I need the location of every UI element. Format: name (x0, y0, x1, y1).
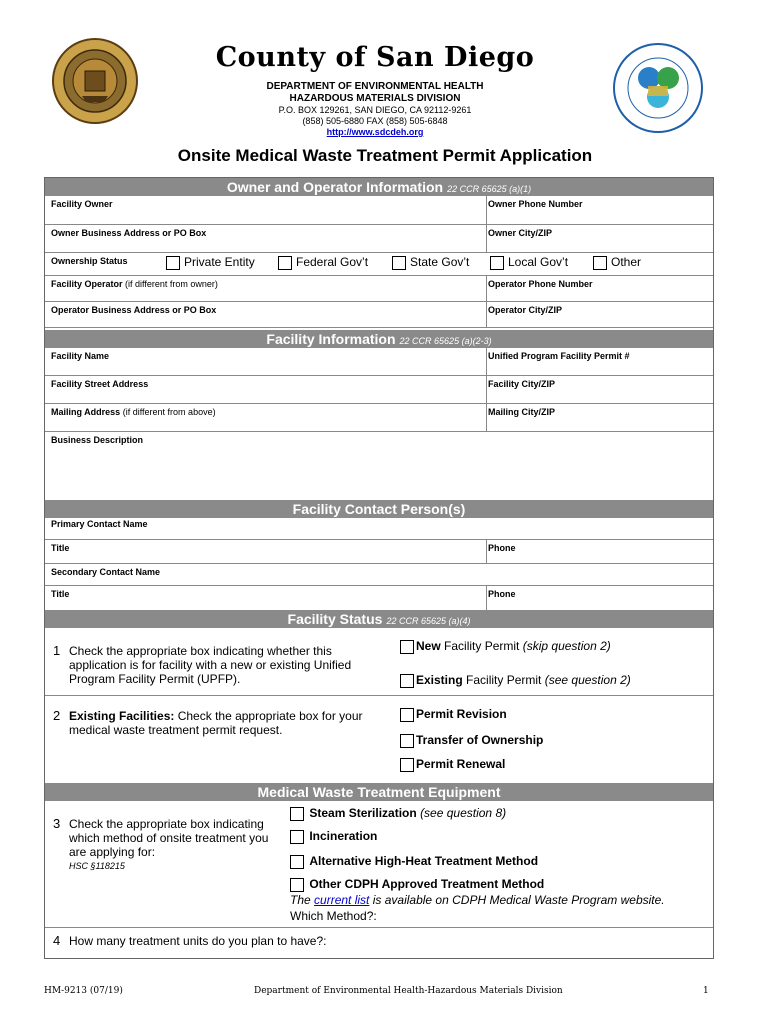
question-1: 1 Check the appropriate box indicating whether this application is for facility with a new or existing Unified Program Facility Permit (UPFP). (53, 643, 352, 686)
checkbox-icon[interactable] (400, 734, 414, 748)
divider (45, 695, 713, 696)
primary-phone-field[interactable]: Phone (488, 543, 516, 553)
question-4[interactable]: 4 How many treatment units do you plan to have?: (53, 933, 327, 948)
ownership-federal-checkbox[interactable]: Federal Gov’t (278, 255, 368, 270)
facility-info-section-header: Facility Information 22 CCR 65625 (a)(2-3) (45, 330, 713, 348)
permit-revision-checkbox[interactable]: Permit Revision (400, 707, 507, 722)
checkbox-icon[interactable] (490, 256, 504, 270)
checkbox-icon[interactable] (400, 708, 414, 722)
owner-city-field[interactable]: Owner City/ZIP (488, 228, 553, 238)
business-description-field[interactable]: Business Description (51, 435, 144, 445)
owner-address-row (45, 225, 713, 253)
checkbox-icon[interactable] (400, 640, 414, 654)
secondary-title-field[interactable]: Title (51, 589, 70, 599)
hsc-citation: HSC §118215 (69, 861, 125, 871)
checkbox-icon[interactable] (392, 256, 406, 270)
operator-phone-field[interactable]: Operator Phone Number (488, 279, 593, 289)
contact-section-header: Facility Contact Person(s) (45, 500, 713, 518)
primary-title-field[interactable]: Title (51, 543, 70, 553)
facility-owner-row (45, 196, 713, 225)
checkbox-icon[interactable] (400, 674, 414, 688)
checkbox-icon[interactable] (166, 256, 180, 270)
regulation-citation: 22 CCR 65625 (a)(1) (447, 184, 532, 194)
alternative-high-heat-checkbox[interactable]: Alternative High-Heat Treatment Method (290, 854, 538, 869)
mailing-address-row (45, 404, 713, 432)
operator-address-row (45, 302, 713, 328)
secondary-contact-field[interactable]: Secondary Contact Name (51, 567, 161, 577)
business-description-row (45, 432, 713, 498)
ownership-other-checkbox[interactable]: Other (593, 255, 641, 270)
primary-contact-field[interactable]: Primary Contact Name (51, 519, 148, 529)
checkbox-icon[interactable] (593, 256, 607, 270)
checkbox-icon[interactable] (278, 256, 292, 270)
permit-renewal-checkbox[interactable]: Permit Renewal (400, 757, 505, 772)
cdph-list-note: The current list is available on CDPH Medical Waste Program website. (290, 893, 665, 907)
which-method-field[interactable]: Which Method?: (290, 909, 377, 923)
department-name: DEPARTMENT OF ENVIRONMENTAL HEALTH (266, 81, 484, 92)
ownership-status-row (45, 253, 713, 276)
operator-city-field[interactable]: Operator City/ZIP (488, 305, 563, 315)
checkbox-icon[interactable] (290, 830, 304, 844)
form-title: Onsite Medical Waste Treatment Permit Application (177, 146, 593, 165)
equipment-section-header: Medical Waste Treatment Equipment (45, 783, 713, 801)
checkbox-icon[interactable] (290, 855, 304, 869)
secondary-contact-row (45, 564, 713, 586)
owner-address-field[interactable]: Owner Business Address or PO Box (51, 228, 207, 238)
county-title: County of San Diego (215, 42, 535, 73)
primary-title-row (45, 540, 713, 564)
transfer-ownership-checkbox[interactable]: Transfer of Ownership (400, 733, 543, 748)
facility-operator-row (45, 276, 713, 302)
facility-address-row (45, 376, 713, 404)
ownership-state-checkbox[interactable]: State Gov’t (392, 255, 469, 270)
facility-street-field[interactable]: Facility Street Address (51, 379, 149, 389)
mailing-address: P.O. BOX 129261, SAN DIEGO, CA 92112-9261 (278, 105, 472, 115)
divider (45, 927, 713, 928)
form-number: HM-9213 (07/19) (44, 986, 123, 996)
phone-fax: (858) 505-6880 FAX (858) 505-6848 (302, 116, 448, 126)
other-cdph-checkbox[interactable]: Other CDPH Approved Treatment Method (290, 877, 544, 892)
steam-sterilization-checkbox[interactable]: Steam Sterilization (see question 8) (290, 806, 506, 821)
footer-division: Department of Environmental Health-Hazardous Materials Division (254, 986, 563, 996)
facility-name-field[interactable]: Facility Name (51, 351, 110, 361)
mailing-address-field[interactable]: Mailing Address (if different from above) (51, 407, 216, 417)
current-list-link[interactable]: current list (314, 893, 370, 907)
facility-operator-field[interactable]: Facility Operator (if different from owner) (51, 279, 218, 289)
deh-logo-icon (612, 42, 704, 134)
upfp-number-field[interactable]: Unified Program Facility Permit # (488, 351, 630, 361)
permit-application-form (44, 177, 714, 959)
website-link[interactable]: http://www.sdcdeh.org (326, 127, 424, 137)
ownership-local-checkbox[interactable]: Local Gov’t (490, 255, 568, 270)
ownership-private-checkbox[interactable]: Private Entity (166, 255, 255, 270)
new-permit-checkbox[interactable]: New Facility Permit (skip question 2) (400, 639, 611, 654)
secondary-phone-field[interactable]: Phone (488, 589, 516, 599)
existing-permit-checkbox[interactable]: Existing Facility Permit (see question 2) (400, 673, 631, 688)
incineration-checkbox[interactable]: Incineration (290, 829, 377, 844)
secondary-title-row (45, 586, 713, 610)
facility-name-row (45, 348, 713, 376)
ownership-status-label: Ownership Status (51, 256, 128, 266)
primary-contact-row (45, 518, 713, 540)
division-name: HAZARDOUS MATERIALS DIVISION (289, 93, 461, 104)
facility-city-field[interactable]: Facility City/ZIP (488, 379, 556, 389)
owner-phone-field[interactable]: Owner Phone Number (488, 199, 583, 209)
facility-owner-field[interactable]: Facility Owner (51, 199, 113, 209)
owner-operator-section-header (45, 178, 713, 196)
mailing-city-field[interactable]: Mailing City/ZIP (488, 407, 556, 417)
question-3: 3 Check the appropriate box indicating which method of onsite treatment you are applying for: HSC §118215 (53, 817, 283, 873)
operator-address-field[interactable]: Operator Business Address or PO Box (51, 305, 217, 315)
question-2: 2 Existing Facilities: Check the appropriate box for your medical waste treatment permit request. (53, 708, 363, 737)
facility-status-section-header: Facility Status 22 CCR 65625 (a)(4) (45, 610, 713, 628)
checkbox-icon[interactable] (400, 758, 414, 772)
checkbox-icon[interactable] (290, 807, 304, 821)
checkbox-icon[interactable] (290, 878, 304, 892)
page-number: 1 (703, 986, 709, 996)
county-seal-icon (52, 38, 138, 124)
section-title: Owner and Operator Information (226, 179, 444, 195)
